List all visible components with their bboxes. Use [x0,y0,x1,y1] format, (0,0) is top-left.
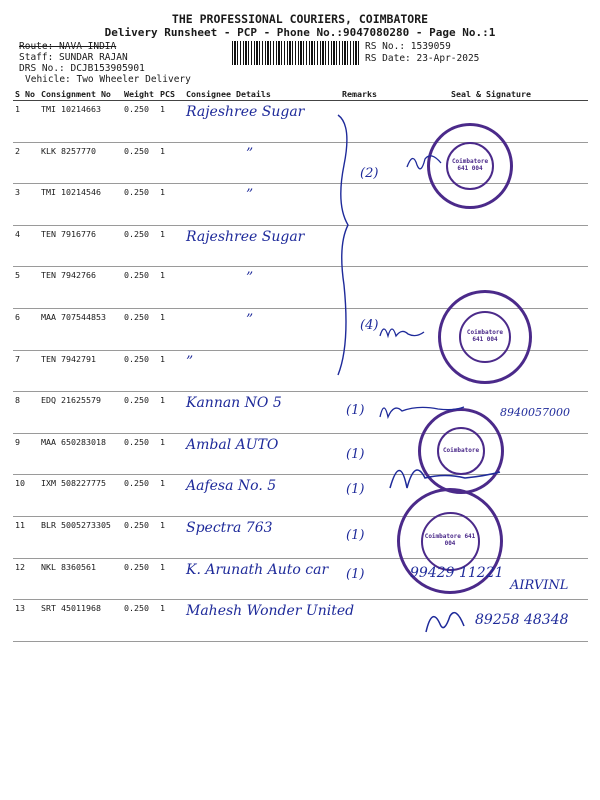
signature-scribble [378,318,428,346]
row-sno: 1 [13,101,39,143]
row-weight: 0.250 [122,350,158,392]
stamp-center: Coimbatore [437,427,485,475]
row-sno: 3 [13,184,39,226]
row-sno: 5 [13,267,39,309]
row-sno: 11 [13,516,39,558]
row-sno: 8 [13,392,39,434]
handwritten-consignee: ” [186,353,194,370]
row-consignee [184,267,340,309]
row-consignment-no: NKL 8360561 [39,558,122,600]
rs-number: RS No.: 1539059 [365,41,451,52]
row-sno: 13 [13,600,39,642]
col-consignee: Consignee Details [184,88,340,101]
row-consignment-no: TEN 7942766 [39,267,122,309]
remark-mark: (4) [360,318,379,333]
row-weight: 0.250 [122,475,158,517]
remark-mark: (2) [360,166,379,181]
handwritten-consignee: ” [246,311,254,328]
row-consignee [184,225,340,267]
row-weight: 0.250 [122,267,158,309]
handwritten-phone: 89258 48348 [475,612,569,628]
row-consignment-no: IXM 508227775 [39,475,122,517]
col-weight: Weight [122,88,158,101]
col-seal: Seal & Signature [394,88,588,101]
signature-scribble [385,448,505,498]
stamp-center: Coimbatore 641 004 [459,311,511,363]
row-pcs: 1 [158,475,184,517]
col-sno: S No [13,88,39,101]
row-consignment-no: TMI 10214546 [39,184,122,226]
row-consignment-no: EDQ 21625579 [39,392,122,434]
row-seal [394,225,588,267]
col-pcs: PCS [158,88,184,101]
barcode-image [232,41,360,65]
row-consignee [184,475,340,517]
table-header-row [13,88,588,101]
row-pcs: 1 [158,392,184,434]
stamp-center: Coimbatore 641 004 [421,512,480,571]
row-consignee [184,350,340,392]
remark-mark: (1) [346,482,365,497]
row-weight: 0.250 [122,433,158,475]
row-pcs: 1 [158,600,184,642]
company-title: THE PROFESSIONAL COURIERS, COIMBATORE [171,12,429,26]
handwritten-consignee: Ambal AUTO [186,436,279,453]
handwritten-phone: 8940057000 [500,406,570,419]
row-consignee [184,558,340,600]
row-consignment-no: SRT 45011968 [39,600,122,642]
row-consignee [184,142,340,184]
row-consignee [184,101,340,143]
row-pcs: 1 [158,516,184,558]
row-pcs: 1 [158,184,184,226]
row-weight: 0.250 [122,101,158,143]
row-consignee [184,600,355,642]
row-consignment-no: MAA 650283018 [39,433,122,475]
row-consignee [184,184,340,226]
row-consignment-no: KLK 8257770 [39,142,122,184]
row-weight: 0.250 [122,142,158,184]
row-sno: 4 [13,225,39,267]
row-sno: 6 [13,308,39,350]
handwritten-consignee: Aafesa No. 5 [186,478,277,495]
row-weight: 0.250 [122,225,158,267]
row-sno: 10 [13,475,39,517]
row-pcs: 1 [158,101,184,143]
row-consignee [184,392,340,434]
route-label: Route: NAVA INDIA [19,41,117,52]
row-sno: 9 [13,433,39,475]
row-consignment-no: TEN 7942791 [39,350,122,392]
remark-mark: (1) [346,567,365,582]
stamp-center: Coimbatore 641 004 [446,142,494,190]
col-consignment: Consignment No [39,88,122,101]
rs-date: RS Date: 23-Apr-2025 [365,53,480,64]
remark-mark: (1) [346,528,365,543]
row-weight: 0.250 [122,558,158,600]
vehicle-label: Vehicle: Two Wheeler Delivery [25,74,191,85]
row-weight: 0.250 [122,392,158,434]
handwritten-phone: 99429 11221 [410,565,504,581]
row-sno: 2 [13,142,39,184]
company-seal-stamp [438,290,532,384]
row-pcs: 1 [158,308,184,350]
handwritten-consignee: ” [246,270,254,287]
row-pcs: 1 [158,142,184,184]
row-consignee [184,433,340,475]
remark-mark: (1) [346,403,365,418]
signature-scribble [422,602,472,638]
handwritten-name: AIRVINL [510,578,569,593]
row-weight: 0.250 [122,600,158,642]
table-row [13,225,588,267]
row-weight: 0.250 [122,308,158,350]
handwritten-consignee: ” [246,187,254,204]
row-consignment-no: MAA 707544853 [39,308,122,350]
remark-mark: (1) [346,447,365,462]
drs-label: DRS No.: DCJB153905901 [19,63,145,74]
handwritten-consignee: Spectra 763 [186,519,273,536]
remark-brace-drawing [330,105,360,385]
row-sno: 7 [13,350,39,392]
row-consignment-no: BLR 5005273305 [39,516,122,558]
table-row [13,101,588,143]
signature-scribble [378,397,468,423]
row-pcs: 1 [158,558,184,600]
row-consignment-no: TMI 10214663 [39,101,122,143]
staff-label: Staff: SUNDAR RAJAN [19,52,128,63]
row-pcs: 1 [158,225,184,267]
row-pcs: 1 [158,350,184,392]
runsheet-subtitle: Delivery Runsheet - PCP - Phone No.:9047080280 - Page No.:1 [104,26,496,39]
handwritten-consignee: K. Arunath Auto car [186,561,329,578]
col-remarks: Remarks [340,88,394,101]
row-consignment-no: TEN 7916776 [39,225,122,267]
row-pcs: 1 [158,267,184,309]
handwritten-consignee: ” [246,145,254,162]
row-weight: 0.250 [122,516,158,558]
handwritten-consignee: Rajeshree Sugar [186,228,305,245]
handwritten-consignee: Mahesh Wonder United [186,603,355,620]
row-weight: 0.250 [122,184,158,226]
row-consignee [184,308,340,350]
row-sno: 12 [13,558,39,600]
signature-scribble [405,147,445,177]
row-pcs: 1 [158,433,184,475]
row-consignee [184,516,340,558]
handwritten-consignee: Rajeshree Sugar [186,104,305,120]
handwritten-consignee: Kannan NO 5 [186,395,282,412]
